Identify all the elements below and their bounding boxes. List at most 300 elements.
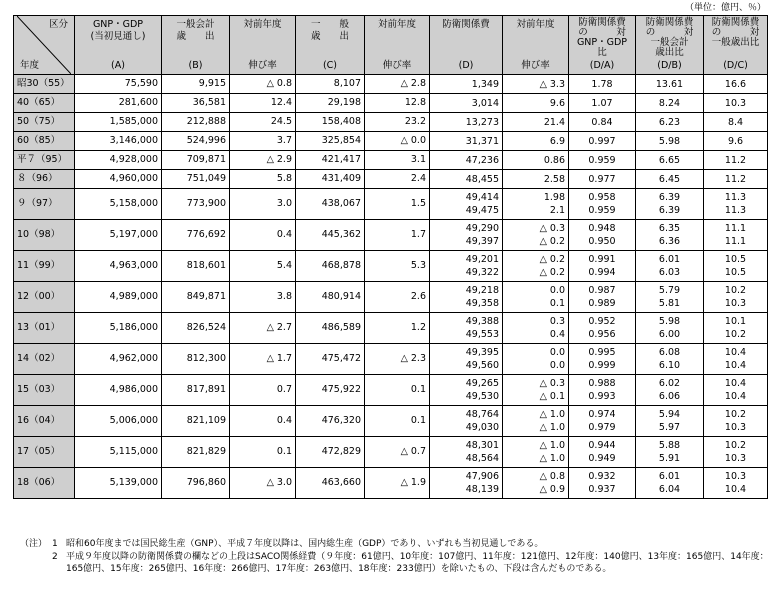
cell-line: 6.36 [658, 236, 681, 247]
cell-by: 0.4 [230, 220, 296, 251]
cell-d [430, 251, 503, 282]
header-ratio-gnp: 防衛関係費 の 対 GNP・GDP 比 (D/A) [569, 16, 636, 75]
cell-line: △ 0.2 [539, 254, 565, 265]
cell-b: 849,871 [162, 282, 230, 313]
cell-rb [636, 313, 704, 344]
cell-c: 29,198 [296, 94, 365, 113]
cell-line: 47,906 [465, 471, 499, 482]
cell-a: 5,158,000 [75, 189, 162, 220]
table-row [14, 132, 768, 151]
cell-by: 3.0 [230, 189, 296, 220]
cell-line: 0.995 [588, 347, 616, 358]
cell-a: 5,186,000 [75, 313, 162, 344]
cell-line: 10.3 [724, 422, 747, 433]
cell-rc [704, 468, 768, 499]
cell-line: 0.950 [588, 236, 616, 247]
cell-line: △ 0.9 [539, 484, 565, 495]
cell-line: 13.61 [655, 78, 684, 90]
cell-line: 9.6 [549, 97, 565, 109]
cell-line: 10.5 [724, 254, 747, 265]
cell-cy: 1.2 [365, 313, 430, 344]
table-row [14, 113, 768, 132]
cell-by: 0.1 [230, 437, 296, 468]
cell-cy: 5.3 [365, 251, 430, 282]
cell-rb [636, 251, 704, 282]
cell-line: 0.991 [588, 254, 616, 265]
cell-line: △ 0.1 [539, 391, 565, 402]
cell-line: 5.98 [658, 316, 681, 327]
cell-ra [569, 313, 636, 344]
cell-line: 48,455 [465, 173, 499, 185]
cell-line: 10.2 [724, 285, 747, 296]
cell-line: 0.977 [588, 173, 616, 185]
table-row [14, 468, 768, 499]
cell-d [430, 132, 503, 151]
cell-rc [704, 282, 768, 313]
cell-line: △ 1.0 [539, 422, 565, 433]
cell-dy [503, 344, 569, 375]
cell-dy [503, 170, 569, 189]
cell-line: 5.97 [658, 422, 681, 433]
cell-line: 6.08 [658, 347, 681, 358]
cell-cy: 1.5 [365, 189, 430, 220]
row-year: 50（75） [14, 113, 75, 132]
cell-a: 281,600 [75, 94, 162, 113]
cell-d [430, 94, 503, 113]
cell-by: 3.8 [230, 282, 296, 313]
table-row [14, 282, 768, 313]
table-row [14, 220, 768, 251]
cell-line: 11.3 [724, 192, 747, 203]
cell-cy: 0.1 [365, 375, 430, 406]
cell-c: 445,362 [296, 220, 365, 251]
cell-line: 10.4 [724, 378, 747, 389]
cell-rc [704, 94, 768, 113]
table-row [14, 437, 768, 468]
cell-dy [503, 406, 569, 437]
cell-ra [569, 282, 636, 313]
table-row [14, 375, 768, 406]
cell-line: 0.0 [549, 360, 565, 371]
footnote-text: 平成９年度以降の防衛関係費の欄などの上段はSACO関係経費（９年度：61億円、10年度：107億円、11年度：121億円、12年度：140億円、13年度：165億円、14年度：165億円、15年度：265億円、16年度：266億円、17年度：263億円、18年度：233億円）を除いたもの、下段は含んだものである。 [66, 551, 769, 574]
cell-line: 10.3 [724, 471, 747, 482]
cell-line: 49,322 [465, 267, 499, 278]
cell-dy [503, 132, 569, 151]
cell-d [430, 170, 503, 189]
cell-line: 9.6 [727, 135, 744, 147]
cell-c: 431,409 [296, 170, 365, 189]
cell-line: 0.949 [588, 453, 616, 464]
cell-rc [704, 75, 768, 94]
table-row [14, 94, 768, 113]
cell-line: 6.65 [658, 154, 681, 166]
cell-b: 812,300 [162, 344, 230, 375]
cell-line: 49,560 [465, 360, 499, 371]
cell-line: 8.24 [658, 97, 681, 109]
cell-a: 5,115,000 [75, 437, 162, 468]
header-yoy-general-expenditure: 対前年度 伸び率 [365, 16, 430, 75]
cell-rc [704, 132, 768, 151]
cell-line: 49,530 [465, 391, 499, 402]
cell-ra [569, 344, 636, 375]
cell-line: 6.10 [658, 360, 681, 371]
cell-line: △ 0.8 [539, 471, 565, 482]
cell-b: 817,891 [162, 375, 230, 406]
cell-line: △ 0.3 [539, 378, 565, 389]
cell-dy [503, 75, 569, 94]
cell-line: 0.956 [588, 329, 616, 340]
header-yoy-defense: 対前年度 伸び率 [503, 16, 569, 75]
cell-rc [704, 344, 768, 375]
cell-line: 10.3 [724, 298, 747, 309]
cell-by: 0.4 [230, 406, 296, 437]
cell-line: △ 0.2 [539, 267, 565, 278]
table-row [14, 170, 768, 189]
cell-line: 11.2 [724, 154, 747, 166]
table-header [14, 16, 768, 75]
cell-line: 1.78 [591, 78, 613, 90]
cell-line: 48,564 [465, 453, 499, 464]
cell-c: 325,854 [296, 132, 365, 151]
header-corner-top: 区分 [48, 19, 68, 30]
header-corner-bottom: 年度 [20, 60, 40, 71]
cell-ra [569, 132, 636, 151]
cell-dy [503, 189, 569, 220]
cell-line: 6.02 [658, 378, 681, 389]
cell-b: 212,888 [162, 113, 230, 132]
unit-label: （単位：億円、％） [684, 3, 766, 13]
cell-d [430, 437, 503, 468]
row-year: 14（02） [14, 344, 75, 375]
cell-rc [704, 406, 768, 437]
row-year: 17（05） [14, 437, 75, 468]
table-row [14, 251, 768, 282]
cell-line: △ 1.0 [539, 453, 565, 464]
footnote-text: 昭和60年度までは国民総生産（GNP）、平成７年度以降は、国内総生産（GDP）であり、いずれも当初見通しである。 [66, 539, 544, 549]
cell-line: 0.988 [588, 378, 616, 389]
cell-d [430, 220, 503, 251]
cell-rb [636, 406, 704, 437]
cell-line: 0.3 [549, 316, 565, 327]
header-ratio-general-expenditure: 防衛関係費 の 対 一般歳出比 (D/C) [704, 16, 768, 75]
cell-cy: 1.7 [365, 220, 430, 251]
table-row [14, 189, 768, 220]
cell-b: 773,900 [162, 189, 230, 220]
cell-dy [503, 251, 569, 282]
cell-rc [704, 189, 768, 220]
cell-cy: 3.1 [365, 151, 430, 170]
cell-d [430, 468, 503, 499]
cell-c: 486,589 [296, 313, 365, 344]
cell-line: 31,371 [465, 135, 499, 147]
cell-c: 463,660 [296, 468, 365, 499]
cell-line: 0.979 [588, 422, 616, 433]
cell-c: 480,914 [296, 282, 365, 313]
cell-d [430, 189, 503, 220]
cell-line: 10.4 [724, 484, 747, 495]
cell-rb [636, 282, 704, 313]
cell-rb [636, 94, 704, 113]
cell-d [430, 344, 503, 375]
cell-line: 0.1 [549, 298, 565, 309]
cell-rc [704, 313, 768, 344]
row-year: 40（65） [14, 94, 75, 113]
cell-line: 0.958 [588, 192, 616, 203]
cell-c: 476,320 [296, 406, 365, 437]
cell-cy: △ 2.8 [365, 75, 430, 94]
cell-cy: 2.6 [365, 282, 430, 313]
cell-by: 3.7 [230, 132, 296, 151]
row-year: 12（00） [14, 282, 75, 313]
cell-line: △ 0.2 [539, 236, 565, 247]
cell-line: 13,273 [465, 116, 499, 128]
cell-rb [636, 170, 704, 189]
cell-rb [636, 375, 704, 406]
cell-line: 5.94 [658, 409, 681, 420]
header-corner [14, 16, 75, 75]
row-year: ８（96） [14, 170, 75, 189]
cell-c: 421,417 [296, 151, 365, 170]
cell-rc [704, 251, 768, 282]
cell-line: 1.98 [543, 192, 565, 203]
cell-line: 1,349 [471, 78, 499, 90]
cell-rb [636, 151, 704, 170]
cell-line: △ 1.0 [539, 440, 565, 451]
header-gnp: GNP・GDP (当初見通し) (A) [75, 16, 162, 75]
cell-a: 4,986,000 [75, 375, 162, 406]
cell-line: 49,030 [465, 422, 499, 433]
cell-rc [704, 375, 768, 406]
cell-line: 0.86 [543, 154, 565, 166]
cell-rb [636, 75, 704, 94]
cell-dy [503, 468, 569, 499]
cell-line: 47,236 [465, 154, 499, 166]
table-row [14, 151, 768, 170]
row-year: 18（06） [14, 468, 75, 499]
cell-ra [569, 94, 636, 113]
cell-c: 468,878 [296, 251, 365, 282]
cell-line: 0.993 [588, 391, 616, 402]
cell-rc [704, 220, 768, 251]
cell-rc [704, 151, 768, 170]
cell-rc [704, 113, 768, 132]
cell-ra [569, 220, 636, 251]
header-ratio-general-account: 防衛関係費 の 対 一般会計 歳出比 (D/B) [636, 16, 704, 75]
cell-a: 1,585,000 [75, 113, 162, 132]
cell-ra [569, 75, 636, 94]
cell-dy [503, 282, 569, 313]
cell-ra [569, 437, 636, 468]
cell-line: 0.937 [588, 484, 616, 495]
cell-dy [503, 94, 569, 113]
row-year: 60（85） [14, 132, 75, 151]
row-year: 13（01） [14, 313, 75, 344]
cell-line: 49,218 [465, 285, 499, 296]
cell-d [430, 282, 503, 313]
cell-line: 0.989 [588, 298, 616, 309]
cell-rb [636, 344, 704, 375]
cell-line: 6.35 [658, 223, 681, 234]
row-year: 15（03） [14, 375, 75, 406]
cell-rb [636, 132, 704, 151]
cell-a: 4,962,000 [75, 344, 162, 375]
cell-a: 75,590 [75, 75, 162, 94]
cell-line: 0.987 [588, 285, 616, 296]
cell-line: 0.0 [549, 285, 565, 296]
cell-c: 158,408 [296, 113, 365, 132]
cell-rb [636, 113, 704, 132]
cell-dy [503, 113, 569, 132]
cell-by: △ 2.7 [230, 313, 296, 344]
cell-line: △ 3.3 [539, 78, 565, 90]
cell-line: 5.98 [658, 135, 681, 147]
footnote-2 [20, 551, 770, 576]
table-body [14, 75, 768, 499]
cell-line: 6.00 [658, 329, 681, 340]
cell-b: 821,109 [162, 406, 230, 437]
cell-dy [503, 375, 569, 406]
cell-line: 0.4 [549, 329, 565, 340]
cell-line: 5.79 [658, 285, 681, 296]
cell-b: 826,524 [162, 313, 230, 344]
cell-cy: 12.8 [365, 94, 430, 113]
footnote-label: （注） [20, 539, 48, 549]
cell-line: 16.6 [724, 78, 747, 90]
cell-line: 3,014 [471, 97, 499, 109]
row-year: 昭30（55） [14, 75, 75, 94]
cell-ra [569, 151, 636, 170]
cell-line: 6.01 [658, 471, 681, 482]
cell-a: 4,960,000 [75, 170, 162, 189]
row-year: 平７（95） [14, 151, 75, 170]
cell-line: 1.07 [591, 97, 613, 109]
cell-c: 438,067 [296, 189, 365, 220]
cell-line: 0.994 [588, 267, 616, 278]
cell-line: 0.952 [588, 316, 616, 327]
cell-a: 5,139,000 [75, 468, 162, 499]
cell-line: 0.944 [588, 440, 616, 451]
cell-line: 0.974 [588, 409, 616, 420]
cell-d [430, 375, 503, 406]
cell-b: 9,915 [162, 75, 230, 94]
table-row [14, 344, 768, 375]
cell-line: 11.3 [724, 205, 747, 216]
cell-line: 49,553 [465, 329, 499, 340]
cell-d [430, 75, 503, 94]
cell-line: 10.2 [724, 409, 747, 420]
cell-line: 0.959 [588, 205, 616, 216]
cell-line: 48,139 [465, 484, 499, 495]
cell-b: 796,860 [162, 468, 230, 499]
cell-ra [569, 468, 636, 499]
defense-budget-table [13, 15, 768, 499]
cell-by: △ 1.7 [230, 344, 296, 375]
cell-dy [503, 220, 569, 251]
cell-ra [569, 170, 636, 189]
cell-by: △ 0.8 [230, 75, 296, 94]
cell-line: 0.84 [591, 116, 613, 128]
cell-by: 5.4 [230, 251, 296, 282]
cell-dy [503, 151, 569, 170]
cell-c: 8,107 [296, 75, 365, 94]
row-year: 11（99） [14, 251, 75, 282]
footnote-number: 1 [52, 539, 58, 549]
cell-line: 48,301 [465, 440, 499, 451]
cell-b: 709,871 [162, 151, 230, 170]
cell-line: 6.06 [658, 391, 681, 402]
cell-a: 4,928,000 [75, 151, 162, 170]
cell-b: 36,581 [162, 94, 230, 113]
cell-line: 2.1 [549, 205, 565, 216]
cell-line: 6.01 [658, 254, 681, 265]
header-general-expenditure: 一 般 歳 出 (C) [296, 16, 365, 75]
cell-line: 5.81 [658, 298, 681, 309]
cell-line: 6.39 [658, 192, 681, 203]
cell-c: 475,922 [296, 375, 365, 406]
cell-dy [503, 313, 569, 344]
cell-line: 49,397 [465, 236, 499, 247]
cell-dy [503, 437, 569, 468]
cell-line: 49,358 [465, 298, 499, 309]
row-year: 10（98） [14, 220, 75, 251]
cell-line: 6.04 [658, 484, 681, 495]
cell-by: △ 2.9 [230, 151, 296, 170]
cell-a: 4,989,000 [75, 282, 162, 313]
cell-line: 5.88 [658, 440, 681, 451]
cell-line: 11.2 [724, 173, 747, 185]
cell-line: 49,395 [465, 347, 499, 358]
cell-by: 24.5 [230, 113, 296, 132]
cell-line: 0.997 [588, 135, 616, 147]
cell-b: 751,049 [162, 170, 230, 189]
cell-c: 475,472 [296, 344, 365, 375]
cell-cy: 2.4 [365, 170, 430, 189]
cell-b: 821,829 [162, 437, 230, 468]
cell-line: 49,475 [465, 205, 499, 216]
cell-line: 10.3 [724, 97, 747, 109]
cell-by: △ 3.0 [230, 468, 296, 499]
cell-line: △ 1.0 [539, 409, 565, 420]
cell-by: 5.8 [230, 170, 296, 189]
cell-d [430, 113, 503, 132]
cell-rc [704, 437, 768, 468]
cell-line: 49,388 [465, 316, 499, 327]
cell-cy: 23.2 [365, 113, 430, 132]
cell-line: △ 0.3 [539, 223, 565, 234]
cell-cy: △ 0.7 [365, 437, 430, 468]
cell-ra [569, 406, 636, 437]
cell-line: 49,265 [465, 378, 499, 389]
cell-line: 21.4 [543, 116, 565, 128]
cell-line: 6.39 [658, 205, 681, 216]
cell-line: 0.948 [588, 223, 616, 234]
cell-rc [704, 170, 768, 189]
table-row [14, 313, 768, 344]
cell-a: 3,146,000 [75, 132, 162, 151]
cell-rb [636, 468, 704, 499]
footnotes [20, 538, 770, 576]
footnote-number: 2 [52, 551, 58, 562]
cell-cy: 0.1 [365, 406, 430, 437]
cell-line: 2.58 [543, 173, 565, 185]
cell-rb [636, 220, 704, 251]
cell-line: 8.4 [727, 116, 744, 128]
cell-line: 10.1 [724, 316, 747, 327]
cell-line: 11.1 [724, 236, 747, 247]
cell-line: 10.2 [724, 329, 747, 340]
cell-by: 0.7 [230, 375, 296, 406]
cell-a: 4,963,000 [75, 251, 162, 282]
